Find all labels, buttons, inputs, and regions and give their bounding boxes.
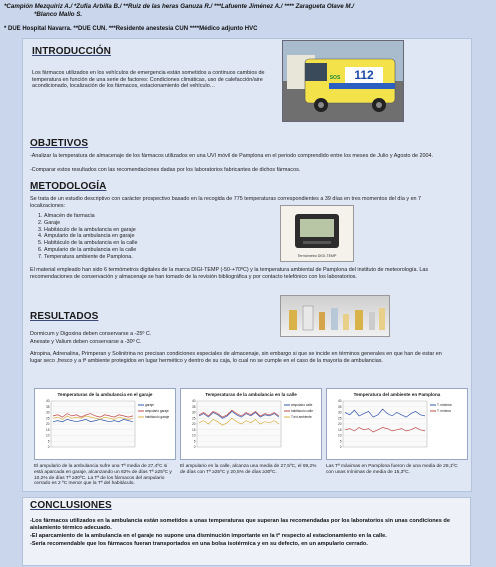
conclusiones-heading: CONCLUSIONES: [30, 500, 112, 511]
location-item: 4. Ampulario de la ambulancia en garaje: [44, 233, 284, 240]
y-tick-label: 0: [47, 445, 50, 450]
y-tick-label: 20: [45, 422, 50, 427]
location-item: 2. Garaje: [44, 220, 284, 227]
objetivos-heading: OBJETIVOS: [30, 138, 89, 149]
drugs-illustration: [281, 296, 389, 336]
y-tick-label: 35: [337, 404, 342, 409]
chart-title: Temperatura del ambiente en Pamplona: [353, 392, 441, 397]
thermometer-photo: [280, 205, 354, 262]
y-tick-label: 10: [191, 433, 196, 438]
y-tick-label: 25: [337, 416, 342, 421]
y-tick-label: 25: [45, 416, 50, 421]
location-item: 1. Almacén de farmacia: [44, 213, 284, 220]
y-tick-label: 40: [191, 399, 196, 404]
legend-label: ampulario calle: [291, 403, 313, 408]
chart-calle: [180, 388, 322, 460]
y-tick-label: 0: [193, 445, 196, 450]
objetivos-line2: -Comparar estos resultados con las recomendaciones dadas por los laboratorios fabricantes de dichos fármacos.: [30, 167, 301, 173]
y-tick-label: 5: [339, 439, 342, 444]
metodologia-material: El material empleado han sido 6 termómetros digitales de la marca DIGI-TEMP (-50-+70ºC) y la temperatura ambiental de Pamplona del instituto de meteorología. Las recomendaciones de conservación y almacenaje se han tomado de la revisión bibliográfica y por contacto telefónico con los laboratorios.: [30, 267, 429, 280]
chart-calle-svg: [181, 389, 321, 459]
resultados-heading: RESULTADOS: [30, 311, 99, 322]
legend-label: habitáculo calle: [291, 409, 313, 414]
y-tick-label: 35: [45, 404, 50, 409]
y-tick-label: 15: [191, 427, 196, 432]
y-tick-label: 10: [45, 433, 50, 438]
metodologia-intro: Se trata de un estudio descriptivo con carácter prospectivo basado en la recogida de 775 temperaturas correspondientes a 39 días en tres momentos del día y en 7 localizaciones:: [30, 196, 422, 209]
chart-pamplona-caption: Las Tª máximas en Pamplona fueron de una media de 28,1ºC con unas mínimas de media de 15,3ºC.: [326, 464, 458, 475]
legend-label: garaje: [145, 403, 154, 408]
conclusiones-line3: -Sería recomendable que los fármacos fueran transportados en una bolsa isotérmica y en su defecto, en un ampulario cerrado.: [30, 541, 368, 547]
intro-text: Los fármacos utilizados en los vehículos de emergencia están sometidos a continuos cambios de temperatura en función de una serie de factores: Condiciones climáticas, uso de calefacción/aire acondicionado, localización de los fármacos, estacionamiento del vehículo…: [32, 70, 265, 90]
authors-line1: *Campión Mezquíriz A./ *Zufía Arbilla B./ **Ruiz de las heras Ganuza R./ ***Lafuente Jiménez A./ **** Zaragueta Olave M./: [4, 3, 355, 10]
chart-garaje-svg: [35, 389, 175, 459]
legend-label: ampulario garaje: [145, 409, 169, 414]
chart-title: Temperaturas de la ambulancia en la calle: [205, 392, 297, 397]
y-tick-label: 25: [191, 416, 196, 421]
chart-title: Temperaturas de la ambulancia en el garaje: [57, 392, 153, 397]
authors: [4, 3, 492, 19]
legend-label: habitáculo garaje: [145, 415, 170, 420]
y-tick-label: 35: [191, 404, 196, 409]
chart-pamplona: [326, 388, 468, 460]
y-tick-label: 20: [191, 422, 196, 427]
y-tick-label: 30: [45, 410, 50, 415]
legend-label: T.ext ambiente: [291, 415, 312, 420]
location-item: 3. Habitáculo de la ambulancia en garaje: [44, 227, 284, 234]
drugs-photo: [280, 295, 390, 337]
chart-garaje: [34, 388, 176, 460]
legend-label: T. máxima: [437, 403, 452, 408]
location-item: 6. Ampulario de la ambulancia en la calle: [44, 247, 284, 254]
resultados-paragraph: Atropina, Adrenalina, Primperan y Solinitrina no precisan condiciones especiales de almacenaje, sin embargo si que se incide en términos generales en que han de estar en lugar seco ,fresco y a tª ambiente protegidos en lugar hermético y dentro de su caja, lo cual no se cumple en el caso de la mayoría de ambulancias.: [30, 351, 442, 364]
metodologia-heading: METODOLOGÍA: [30, 181, 107, 192]
chart-garaje-caption: El ampulario de la ambulancia sufre una Tª media de 27,4ºC si está aparcada en garaje, alcanzando un 82% de días Tª ≥25ºC y 10,2% de días Tª ≥30ºC. La Tª de los fármacos del ampulario cerrado es 2 ºC menor que la Tª del habitáculo.: [34, 464, 172, 487]
y-tick-label: 5: [193, 439, 196, 444]
y-tick-label: 40: [45, 399, 50, 404]
thermometer-illustration: [281, 206, 353, 261]
affiliations: * DUE Hospital Navarra. **DUE CUN. ***Residente anestesia CUN ****Médico adjunto HVC: [4, 26, 258, 32]
ambulance-photo: [282, 40, 404, 122]
chart-calle-caption: El ampulario en la calle, alcanza una media de 27,5ºC, el 69,2% de días con Tª ≥25ºC y 20,5% de días ≥30ºC.: [180, 464, 317, 475]
authors-line2: *Blanco Mallo S.: [34, 11, 83, 18]
y-tick-label: 30: [191, 410, 196, 415]
objetivos-line1: -Analizar la temperatura de almacenaje de los fármacos utilizados en una UVI móvil de Pamplona en el periodo comprendido entre los meses de Julio y Agosto de 2004.: [30, 153, 434, 159]
y-tick-label: 5: [47, 439, 50, 444]
location-item: 7. Temperatura ambiente de Pamplona.: [44, 254, 284, 261]
y-tick-label: 0: [339, 445, 342, 450]
resultados-line2: Anexate y Valium deben conservarse a -30º C.: [30, 339, 142, 345]
thermo-caption: Termómetro DIGI-TEMP: [297, 254, 337, 258]
van-number: 112: [354, 68, 374, 82]
y-tick-label: 20: [337, 422, 342, 427]
conclusiones-line2: -El aparcamiento de la ambulancia en el garaje no supone una disminución importante en la tª respecto al estacionamiento en la calle.: [30, 533, 387, 539]
resultados-line1: Dormicum y Digoxina deben conservarse a -25º C.: [30, 331, 152, 337]
location-item: 5. Habitáculo de la ambulancia en la calle: [44, 240, 284, 247]
y-tick-label: 10: [337, 433, 342, 438]
y-tick-label: 15: [337, 427, 342, 432]
intro-heading: INTRODUCCIÓN: [32, 46, 111, 57]
legend-label: T. mínima: [437, 409, 451, 414]
y-tick-label: 15: [45, 427, 50, 432]
conclusiones-line1: -Los fármacos utilizados en la ambulancia están sometidos a unas temperaturas que superan las recomendadas por los laboratorios sin unas condiciones de aislamiento térmico adecuado.: [30, 518, 450, 531]
y-tick-label: 30: [337, 410, 342, 415]
van-label: SOS: [329, 75, 341, 81]
locations-list: [34, 213, 284, 261]
ambulance-illustration: [283, 41, 403, 121]
chart-pamplona-svg: [327, 389, 467, 459]
y-tick-label: 40: [337, 399, 342, 404]
